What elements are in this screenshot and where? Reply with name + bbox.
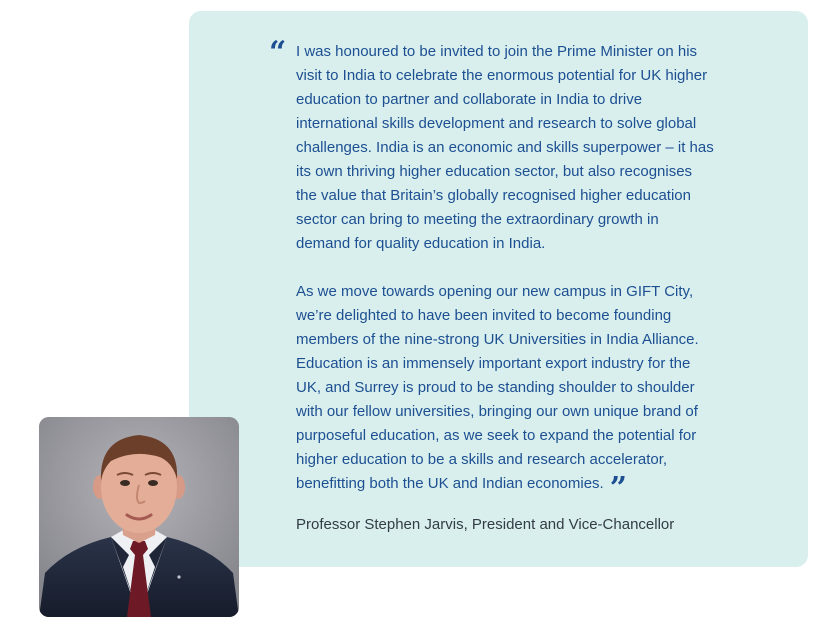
portrait-photo [39,417,239,617]
quote-paragraph-2-text: As we move towards opening our new campus in GIFT City, we’re delighted to have been invited to become founding members of the nine-strong UK Universities in India Alliance. Education is an immensely important export industry for the UK, and Surrey is proud to be standing shoulder to shoulder with our fellow universities, bringing our own unique brand of purposeful education, as we seek to expand the potential for higher education to be a skills and research accelerator, benefitting both the UK and Indian economies. [296,283,699,492]
quote-attribution: Professor Stephen Jarvis, President and Vice-Chancellor [296,516,675,533]
quote-paragraph-2 [296,280,736,506]
open-quote-mark-icon: “ [269,35,284,70]
quote-body [296,40,736,506]
close-quote-mark-icon: ” [609,471,624,506]
quote-paragraph-1: I was honoured to be invited to join the Prime Minister on his visit to India to celebrate the enormous potential for UK higher education to partner and collaborate in India to drive international skills development and research to solve global challenges. India is an economic and skills superpower – it has its own thriving higher education sector, but also recognises the value that Britain’s globally recognised higher education sector can bring to meeting the extraordinary growth in demand for quality education in India. [296,43,714,252]
portrait-illustration [39,417,239,617]
